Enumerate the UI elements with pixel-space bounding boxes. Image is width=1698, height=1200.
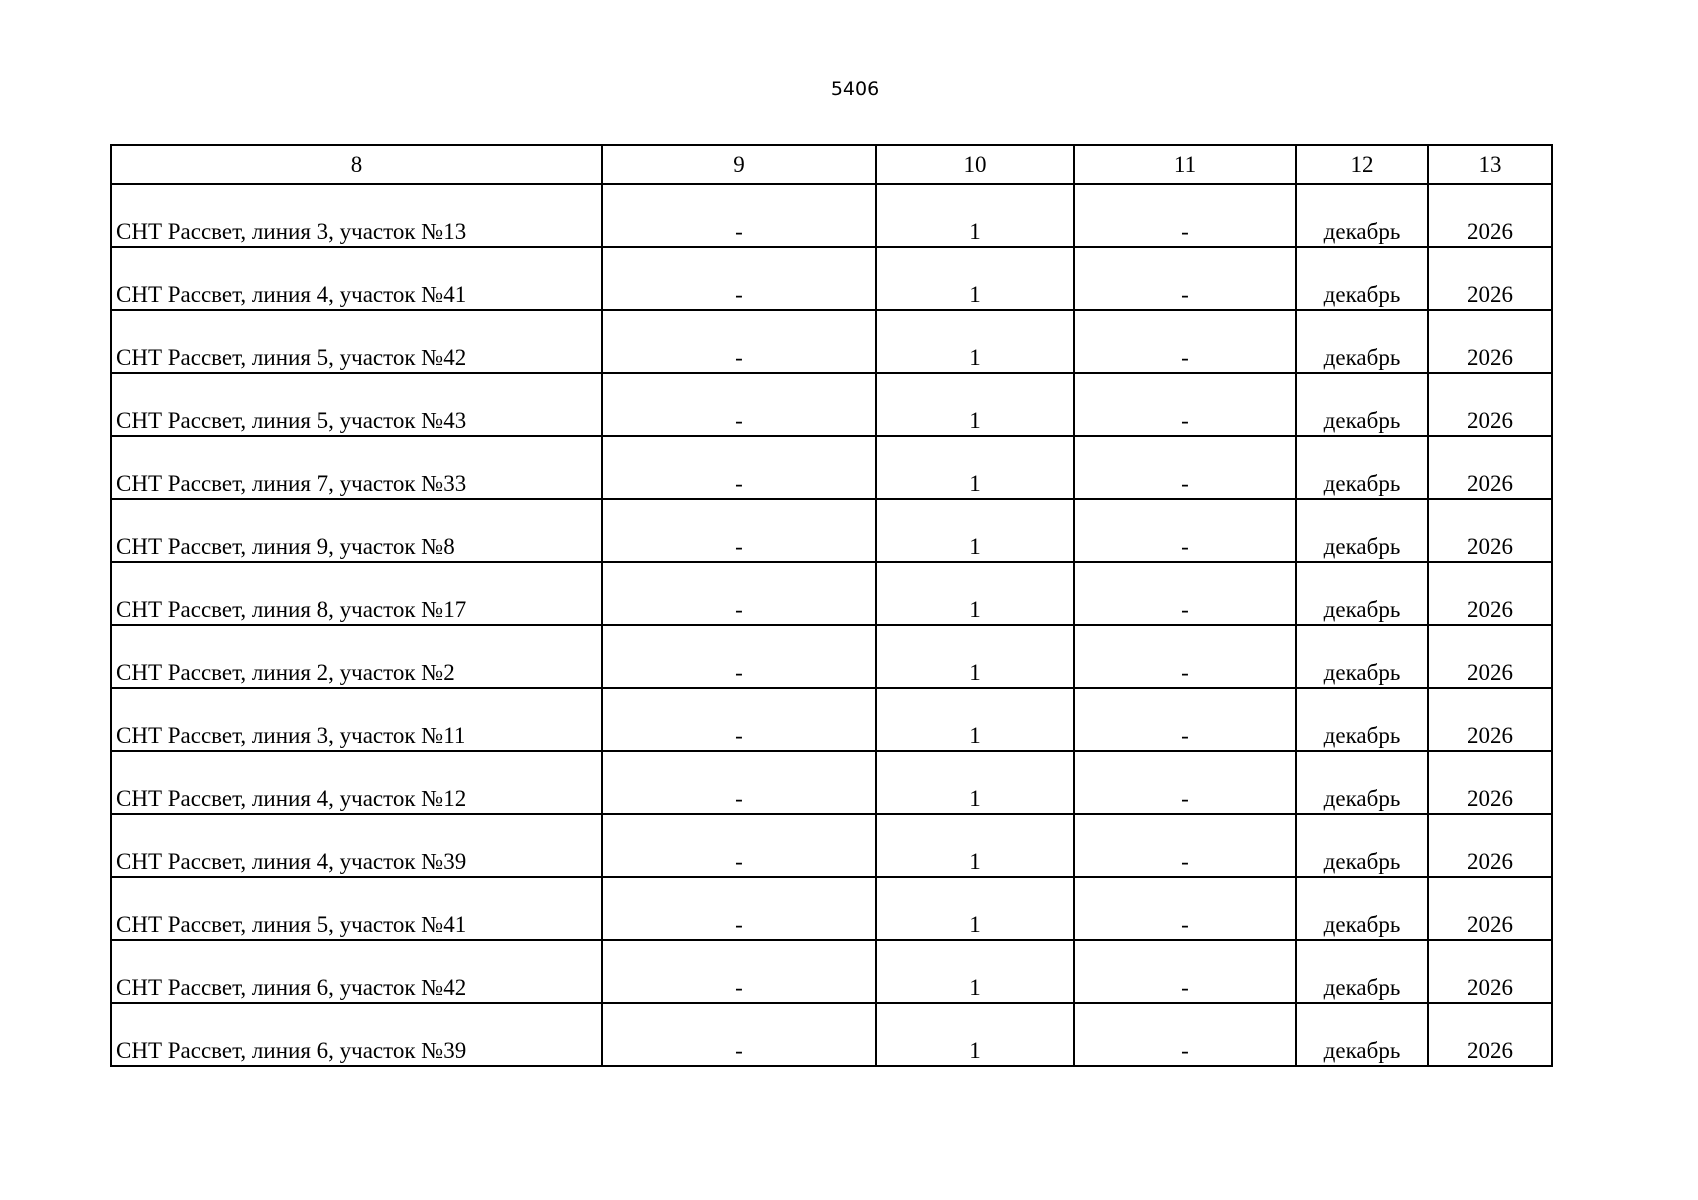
- col10-cell: 1: [876, 373, 1074, 436]
- month-cell: декабрь: [1296, 814, 1428, 877]
- col9-cell: -: [602, 1003, 876, 1066]
- col11-cell: -: [1074, 688, 1296, 751]
- month-cell: декабрь: [1296, 562, 1428, 625]
- page-number: 5406: [830, 78, 880, 100]
- column-header: 10: [876, 145, 1074, 184]
- table-row: [111, 184, 1552, 247]
- col11-cell: -: [1074, 562, 1296, 625]
- col10-cell: 1: [876, 877, 1074, 940]
- table-row: [111, 877, 1552, 940]
- col10-cell: 1: [876, 310, 1074, 373]
- year-cell: 2026: [1428, 436, 1552, 499]
- address-cell: СНТ Рассвет, линия 9, участок №8: [111, 499, 602, 562]
- col9-cell: -: [602, 814, 876, 877]
- address-cell: СНТ Рассвет, линия 4, участок №41: [111, 247, 602, 310]
- col10-cell: 1: [876, 184, 1074, 247]
- month-cell: декабрь: [1296, 310, 1428, 373]
- col9-cell: -: [602, 499, 876, 562]
- col10-cell: 1: [876, 625, 1074, 688]
- address-cell: СНТ Рассвет, линия 5, участок №42: [111, 310, 602, 373]
- table-row: [111, 625, 1552, 688]
- month-cell: декабрь: [1296, 940, 1428, 1003]
- address-cell: СНТ Рассвет, линия 5, участок №41: [111, 877, 602, 940]
- table-row: [111, 247, 1552, 310]
- column-header: 12: [1296, 145, 1428, 184]
- year-cell: 2026: [1428, 562, 1552, 625]
- table-row: [111, 814, 1552, 877]
- month-cell: декабрь: [1296, 436, 1428, 499]
- col11-cell: -: [1074, 814, 1296, 877]
- table-row: [111, 310, 1552, 373]
- col11-cell: -: [1074, 499, 1296, 562]
- month-cell: декабрь: [1296, 373, 1428, 436]
- col9-cell: -: [602, 184, 876, 247]
- address-cell: СНТ Рассвет, линия 3, участок №11: [111, 688, 602, 751]
- table-row: [111, 373, 1552, 436]
- col9-cell: -: [602, 688, 876, 751]
- month-cell: декабрь: [1296, 1003, 1428, 1066]
- col11-cell: -: [1074, 184, 1296, 247]
- col9-cell: -: [602, 751, 876, 814]
- col9-cell: -: [602, 625, 876, 688]
- col11-cell: -: [1074, 373, 1296, 436]
- year-cell: 2026: [1428, 877, 1552, 940]
- month-cell: декабрь: [1296, 499, 1428, 562]
- month-cell: декабрь: [1296, 247, 1428, 310]
- col10-cell: 1: [876, 499, 1074, 562]
- address-cell: СНТ Рассвет, линия 4, участок №39: [111, 814, 602, 877]
- table-row: [111, 499, 1552, 562]
- col9-cell: -: [602, 247, 876, 310]
- data-table: [110, 144, 1553, 1067]
- year-cell: 2026: [1428, 940, 1552, 1003]
- month-cell: декабрь: [1296, 751, 1428, 814]
- year-cell: 2026: [1428, 1003, 1552, 1066]
- year-cell: 2026: [1428, 373, 1552, 436]
- col10-cell: 1: [876, 940, 1074, 1003]
- col10-cell: 1: [876, 751, 1074, 814]
- month-cell: декабрь: [1296, 625, 1428, 688]
- col11-cell: -: [1074, 310, 1296, 373]
- col10-cell: 1: [876, 562, 1074, 625]
- address-cell: СНТ Рассвет, линия 6, участок №39: [111, 1003, 602, 1066]
- col10-cell: 1: [876, 688, 1074, 751]
- table-body: [111, 184, 1552, 1066]
- table-header: [111, 145, 1552, 184]
- col11-cell: -: [1074, 1003, 1296, 1066]
- table-row: [111, 562, 1552, 625]
- col11-cell: -: [1074, 877, 1296, 940]
- col10-cell: 1: [876, 814, 1074, 877]
- header-row: [111, 145, 1552, 184]
- col9-cell: -: [602, 436, 876, 499]
- column-header: 9: [602, 145, 876, 184]
- col11-cell: -: [1074, 625, 1296, 688]
- col11-cell: -: [1074, 940, 1296, 1003]
- month-cell: декабрь: [1296, 877, 1428, 940]
- month-cell: декабрь: [1296, 184, 1428, 247]
- address-cell: СНТ Рассвет, линия 6, участок №42: [111, 940, 602, 1003]
- address-cell: СНТ Рассвет, линия 4, участок №12: [111, 751, 602, 814]
- year-cell: 2026: [1428, 625, 1552, 688]
- col9-cell: -: [602, 877, 876, 940]
- col9-cell: -: [602, 940, 876, 1003]
- column-header: 8: [111, 145, 602, 184]
- col9-cell: -: [602, 373, 876, 436]
- col10-cell: 1: [876, 1003, 1074, 1066]
- col9-cell: -: [602, 562, 876, 625]
- table-row: [111, 436, 1552, 499]
- address-cell: СНТ Рассвет, линия 2, участок №2: [111, 625, 602, 688]
- month-cell: декабрь: [1296, 688, 1428, 751]
- address-cell: СНТ Рассвет, линия 7, участок №33: [111, 436, 602, 499]
- col9-cell: -: [602, 310, 876, 373]
- column-header: 13: [1428, 145, 1552, 184]
- column-header: 11: [1074, 145, 1296, 184]
- table-row: [111, 1003, 1552, 1066]
- table-row: [111, 751, 1552, 814]
- address-cell: СНТ Рассвет, линия 5, участок №43: [111, 373, 602, 436]
- year-cell: 2026: [1428, 247, 1552, 310]
- col10-cell: 1: [876, 436, 1074, 499]
- col11-cell: -: [1074, 751, 1296, 814]
- table-row: [111, 940, 1552, 1003]
- col10-cell: 1: [876, 247, 1074, 310]
- year-cell: 2026: [1428, 814, 1552, 877]
- address-cell: СНТ Рассвет, линия 8, участок №17: [111, 562, 602, 625]
- year-cell: 2026: [1428, 499, 1552, 562]
- year-cell: 2026: [1428, 751, 1552, 814]
- year-cell: 2026: [1428, 688, 1552, 751]
- table-row: [111, 688, 1552, 751]
- year-cell: 2026: [1428, 184, 1552, 247]
- year-cell: 2026: [1428, 310, 1552, 373]
- col11-cell: -: [1074, 436, 1296, 499]
- col11-cell: -: [1074, 247, 1296, 310]
- address-cell: СНТ Рассвет, линия 3, участок №13: [111, 184, 602, 247]
